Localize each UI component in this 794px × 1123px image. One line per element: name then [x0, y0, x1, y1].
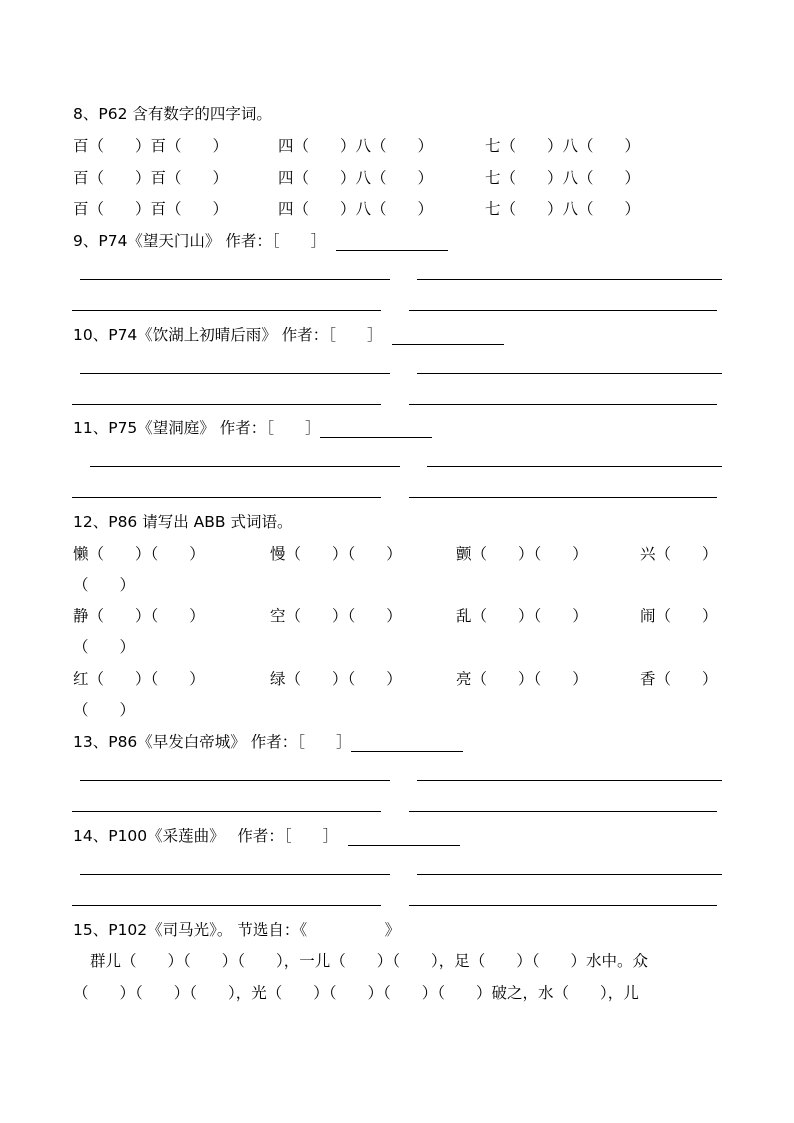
q8-row2-col1: 百（ ）百（ ）: [73, 169, 229, 187]
q12-row3-item2: 绿（ ）（ ）: [270, 670, 402, 688]
q12-row2-item4: 闹（ ）: [640, 607, 718, 625]
q8-row2-col3: 七（ ）八（ ）: [485, 169, 641, 187]
q10-answer-line-2[interactable]: [417, 373, 722, 374]
q14-label: [73, 826, 460, 846]
q12-row2-item2: 空（ ）（ ）: [270, 607, 402, 625]
q9-answer-line-1[interactable]: [80, 279, 390, 280]
q12-title: 12、P86 请写出 ABB 式词语。: [73, 513, 293, 531]
q15-title: 15、P102《司马光》。 节选自：《 》: [73, 921, 401, 939]
q10-answer-line-3[interactable]: [72, 404, 381, 405]
q15-line2: （ ）（ ）（ ），光（ ）（ ）（ ）（ ）破之，水（ ），儿: [73, 984, 639, 1002]
q12-row2-item1: 静（ ）（ ）: [73, 607, 205, 625]
q9-author-blank[interactable]: [336, 234, 448, 251]
q15-line1: 群儿（ ）（ ）（ ），一儿（ ）（ ），足（ ）（ ）水中。众: [90, 952, 649, 970]
q13-answer-line-1[interactable]: [80, 780, 390, 781]
q12-row1-item1: 懒（ ）（ ）: [73, 545, 205, 563]
q14-author-blank[interactable]: [348, 829, 460, 846]
q8-row3-col2: 四（ ）八（ ）: [278, 200, 434, 218]
q10-answer-line-4[interactable]: [409, 404, 717, 405]
q10-label-text: 10、P74《饮湖上初晴后雨》 作者：［ ］: [73, 326, 383, 344]
q9-label-text: 9、P74《望天门山》 作者：［ ］: [73, 232, 327, 250]
q8-row3-col1: 百（ ）百（ ）: [73, 200, 229, 218]
q9-answer-line-2[interactable]: [417, 279, 722, 280]
q12-row3-item4: 香（ ）: [640, 670, 718, 688]
q13-answer-line-2[interactable]: [417, 780, 722, 781]
q14-label-text: 14、P100《采莲曲》 作者：［ ］: [73, 827, 339, 845]
q12-row2-wrap: （ ）: [73, 638, 136, 656]
q11-label-text: 11、P75《望洞庭》 作者：［ ］: [73, 419, 321, 437]
q13-label-text: 13、P86《早发白帝城》 作者：［ ］: [73, 733, 352, 751]
q8-row1-col2: 四（ ）八（ ）: [278, 137, 434, 155]
q14-answer-line-1[interactable]: [80, 874, 390, 875]
q11-answer-line-3[interactable]: [72, 497, 381, 498]
q11-answer-line-4[interactable]: [409, 497, 717, 498]
q13-answer-line-3[interactable]: [72, 811, 381, 812]
q11-answer-line-2[interactable]: [427, 466, 722, 467]
q8-title: 8、P62 含有数字的四字词。: [73, 105, 272, 123]
q9-label: [73, 231, 448, 251]
q11-label: [73, 418, 432, 438]
q12-row3-item3: 亮（ ）（ ）: [456, 670, 588, 688]
q10-label: [73, 325, 504, 345]
q8-row1-col1: 百（ ）百（ ）: [73, 137, 229, 155]
q9-answer-line-4[interactable]: [409, 310, 717, 311]
q12-row1-item2: 慢（ ）（ ）: [270, 545, 402, 563]
q13-author-blank[interactable]: [351, 735, 463, 752]
q11-answer-line-1[interactable]: [90, 466, 400, 467]
q14-answer-line-3[interactable]: [72, 905, 381, 906]
q12-row2-item3: 乱（ ）（ ）: [456, 607, 588, 625]
q9-answer-line-3[interactable]: [72, 310, 381, 311]
q8-row3-col3: 七（ ）八（ ）: [485, 200, 641, 218]
q12-row3-item1: 红（ ）（ ）: [73, 670, 205, 688]
q10-author-blank[interactable]: [392, 328, 504, 345]
q13-label: [73, 732, 463, 752]
q12-row1-item3: 颤（ ）（ ）: [456, 545, 588, 563]
q8-row2-col2: 四（ ）八（ ）: [278, 169, 434, 187]
q12-row1-wrap: （ ）: [73, 576, 136, 594]
q10-answer-line-1[interactable]: [80, 373, 390, 374]
q8-row1-col3: 七（ ）八（ ）: [485, 137, 641, 155]
q13-answer-line-4[interactable]: [409, 811, 717, 812]
q14-answer-line-4[interactable]: [409, 905, 717, 906]
q11-author-blank[interactable]: [320, 421, 432, 438]
q12-row3-wrap: （ ）: [73, 701, 136, 719]
q14-answer-line-2[interactable]: [417, 874, 722, 875]
q12-row1-item4: 兴（ ）: [640, 545, 718, 563]
